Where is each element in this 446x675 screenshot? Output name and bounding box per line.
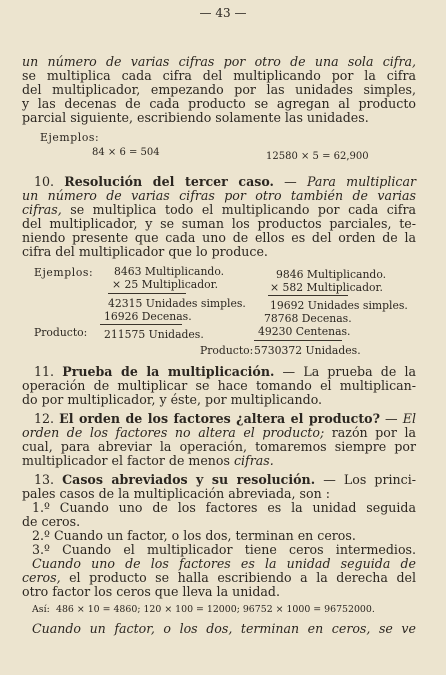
asi-examples: 486 × 10 = 4860; 120 × 100 = 12000; 96752 × 1000 = 96752000. (56, 604, 375, 615)
text-line-l13b (22, 487, 416, 501)
text-run: Casos abreviados y su resolución. (62, 472, 316, 487)
text-line-l12a (34, 412, 416, 426)
text-line-l10d (22, 217, 416, 231)
right-decenas: 78768 Decenas. (264, 312, 352, 325)
text-line-l10a (34, 175, 416, 189)
text-line-l13e (32, 529, 416, 543)
text-run: 10. (34, 174, 65, 189)
text-line-l13f (32, 543, 416, 557)
ejemplos-label-2: Ejemplos: (34, 266, 94, 279)
text-run: 12. (34, 411, 60, 426)
text-run: 11. (34, 364, 63, 379)
text-run: cual, para abreviar la operación, tomaremos siempre por (22, 439, 416, 454)
text-run: Cuando un factor, o los dos, terminan en ceros, se ve (32, 621, 416, 636)
text-line-l11a (34, 365, 416, 379)
text-line-l11b (22, 379, 416, 393)
text-run: del multiplicador, empezando por las unidades simples, (22, 82, 416, 97)
text-run: El orden de los factores ¿altera el producto? (59, 411, 380, 426)
text-run: 3.º Cuando el multiplicador tiene ceros intermedios. (32, 542, 416, 557)
text-run: Resolución del tercer caso. (64, 174, 274, 189)
text-line-l13h (22, 571, 416, 585)
text-run: parcial siguiente, escribiendo solamente las unidades. (22, 110, 369, 125)
text-run: del multiplicador, y se suman los productos parciales, te- (22, 216, 416, 231)
text-run: multiplicador el factor de menos (22, 453, 234, 468)
right-producto: 5730372 Unidades. (254, 344, 361, 357)
text-run: El (402, 411, 416, 426)
text-line-l10c (22, 203, 416, 217)
left-rule-1 (108, 293, 186, 294)
text-run: cifras. (233, 453, 274, 468)
right-multiplicador: × 582 Multiplicador. (270, 281, 383, 294)
text-run: se multiplica todo el multiplicando por cada cifra (61, 202, 416, 217)
text-line-l13c (32, 501, 416, 515)
left-simples: 42315 Unidades simples. (108, 297, 246, 310)
right-rule-2 (254, 340, 342, 341)
text-line-l10e (22, 231, 416, 245)
page-number: — 43 — (199, 6, 247, 20)
text-run: operación de multiplicar se hace tomando el multiplican- (22, 378, 416, 393)
text-run: cifras, (22, 202, 62, 217)
text-line-l14 (32, 622, 416, 636)
right-multiplicando: 9846 Multiplicando. (276, 268, 387, 281)
text-run: y las decenas de cada producto se agregan al producto (22, 96, 416, 111)
left-producto-label: Producto: (34, 326, 88, 339)
text-line-l13g (32, 557, 416, 571)
text-run: 1.º Cuando uno de los factores es la unidad seguida (32, 500, 416, 515)
text-run: 13. (34, 472, 63, 487)
text-line-l12c (22, 440, 416, 454)
left-rule-2 (100, 324, 182, 325)
text-line-l13d (22, 515, 416, 529)
right-centenas: 49230 Centenas. (258, 325, 351, 338)
text-run: 2.º Cuando un factor, o los dos, terminan en ceros. (32, 528, 356, 543)
text-run: otro factor los ceros que lleva la unidad. (22, 584, 280, 599)
left-multiplicador: × 25 Multiplicador. (112, 278, 219, 291)
example-12580x5: 12580 × 5 = 62,900 (266, 151, 369, 162)
text-line-l13a (34, 473, 416, 487)
right-rule-1 (268, 295, 348, 296)
left-decenas: 16926 Decenas. (104, 310, 192, 323)
text-run: un número de varias cifras por otro también de varias (22, 188, 416, 203)
text-run: — (379, 411, 403, 426)
text-run: ceros, (22, 570, 61, 585)
text-run: un número de varias cifras por otro de una sola cifra, (22, 54, 416, 69)
text-run: de ceros. (22, 514, 81, 529)
text-line-l5 (22, 111, 416, 125)
right-producto-label: Producto: (200, 344, 254, 357)
text-line-l3 (22, 83, 416, 97)
text-run: Cuando uno de los factores es la unidad seguida de (32, 556, 416, 571)
text-run: — (273, 174, 307, 189)
right-simples: 19692 Unidades simples. (270, 299, 408, 312)
text-run: Para multiplicar (306, 174, 416, 189)
text-run: cifra del multiplicador que lo produce. (22, 244, 268, 259)
asi-label: Así: (32, 604, 50, 615)
text-line-l10f (22, 245, 416, 259)
text-run: orden de los factores no altera el producto; (22, 425, 325, 440)
text-line-l10b (22, 189, 416, 203)
left-producto: 211575 Unidades. (104, 328, 204, 341)
text-run: Prueba de la multiplicación. (62, 364, 275, 379)
text-run: do por multiplicador, y éste, por multiplicando. (22, 392, 323, 407)
text-run: pales casos de la multiplicación abreviada, son : (22, 486, 330, 501)
text-line-l11c (22, 393, 416, 407)
example-84x6: 84 × 6 = 504 (92, 147, 160, 158)
text-line-l12d (22, 454, 416, 468)
text-run: niendo presente que cada uno de ellos es del orden de la (22, 230, 416, 245)
text-run: se multiplica cada cifra del multiplicando por la cifra (22, 68, 416, 83)
text-line-l1 (22, 55, 416, 69)
ejemplos-label-1: Ejemplos: (40, 131, 100, 144)
text-line-l2 (22, 69, 416, 83)
text-run: — Los princi- (315, 472, 416, 487)
text-line-l12b (22, 426, 416, 440)
text-run: el producto se halla escribiendo a la derecha del (60, 570, 416, 585)
text-line-l4 (22, 97, 416, 111)
text-line-l13i (22, 585, 416, 599)
text-run: — La prueba de la (274, 364, 416, 379)
left-multiplicando: 8463 Multiplicando. (114, 265, 225, 278)
text-run: razón por la (324, 425, 416, 440)
